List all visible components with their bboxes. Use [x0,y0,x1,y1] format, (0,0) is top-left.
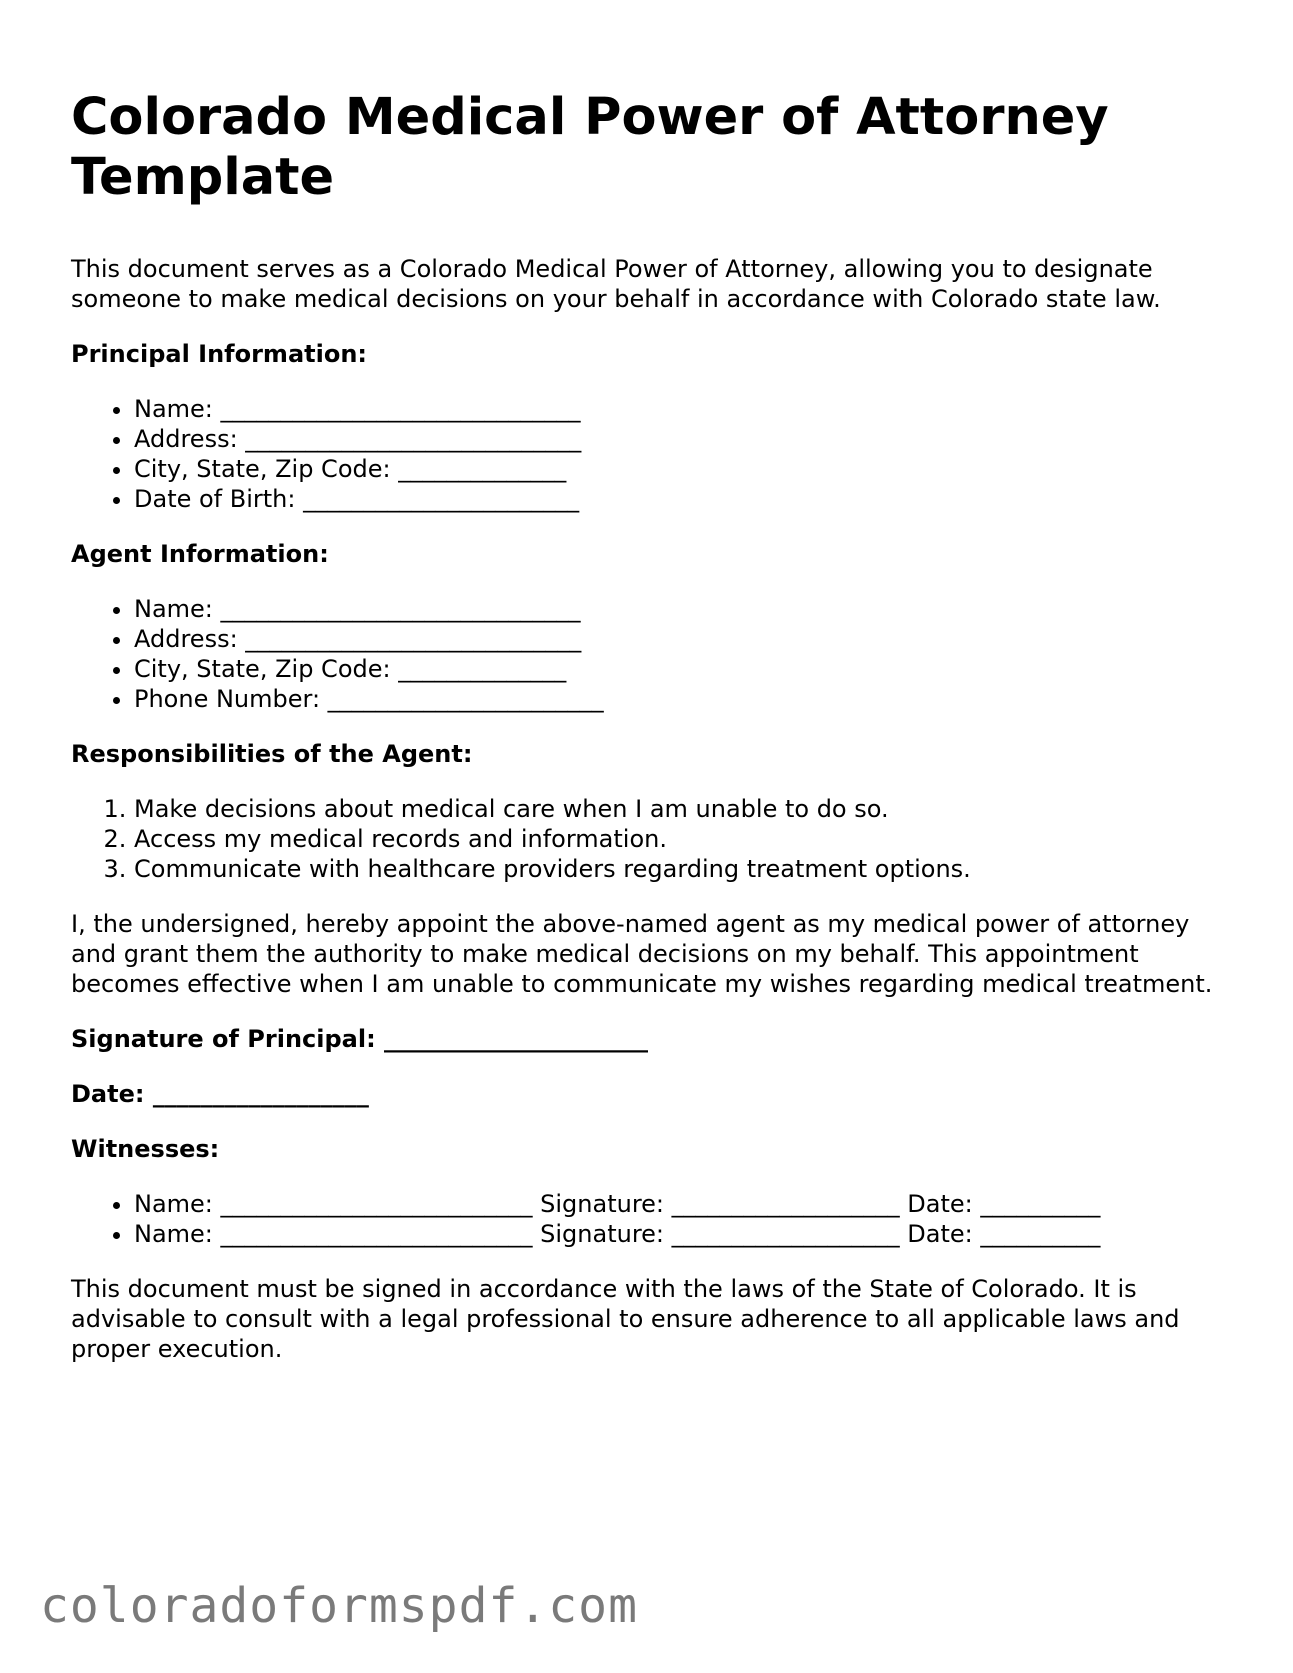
responsibility-item: 2. Access my medical records and information. [134,824,1231,854]
principal-dob-field: • Date of Birth: _______________________ [134,484,1231,514]
agent-phone-field: • Phone Number: _______________________ [134,684,1231,714]
appointment-paragraph: I, the undersigned, hereby appoint the above-named agent as my medical power of attorney and grant them the authority to make medical decisions on my behalf. This appointment becomes effective when I am unable to communicate my wishes regarding medical treatment. [71,910,1213,998]
principal-list [71,394,1231,514]
principal-address-field: • Address: ____________________________ [134,424,1231,454]
witnesses-heading: Witnesses: [71,1135,220,1163]
document-page [71,88,1231,1364]
witness-row: • Name: __________________________ Signature: ___________________ Date: __________ [134,1189,1231,1219]
responsibilities-list [71,794,1231,884]
responsibility-item: 1. Make decisions about medical care when I am unable to do so. [134,794,1231,824]
principal-name-field: • Name: ______________________________ [134,394,1231,424]
witnesses-list [71,1189,1231,1249]
closing-paragraph: This document must be signed in accordance with the laws of the State of Colorado. It is advisable to consult with a legal professional to ensure adherence to all applicable laws and proper execution. [71,1275,1180,1363]
date-line: Date: __________________ [71,1080,369,1108]
agent-heading: Agent Information: [71,540,329,568]
responsibility-item: 3. Communicate with healthcare providers regarding treatment options. [134,854,1231,884]
agent-city-state-zip-field: • City, State, Zip Code: ______________ [134,654,1231,684]
responsibilities-heading: Responsibilities of the Agent: [71,740,473,768]
agent-list [71,594,1231,714]
principal-city-state-zip-field: • City, State, Zip Code: ______________ [134,454,1231,484]
principal-heading: Principal Information: [71,340,368,368]
agent-name-field: • Name: ______________________________ [134,594,1231,624]
principal-signature-line: Signature of Principal: ______________________ [71,1025,649,1053]
intro-paragraph: This document serves as a Colorado Medical Power of Attorney, allowing you to designate someone to make medical decisions on your behalf in accordance with Colorado state law. [71,255,1161,313]
witness-row: • Name: __________________________ Signature: ___________________ Date: __________ [134,1219,1231,1249]
site-watermark: coloradoformspdf.com [40,1578,638,1634]
agent-address-field: • Address: ____________________________ [134,624,1231,654]
page-title: Colorado Medical Power of Attorney Template [71,88,1109,207]
